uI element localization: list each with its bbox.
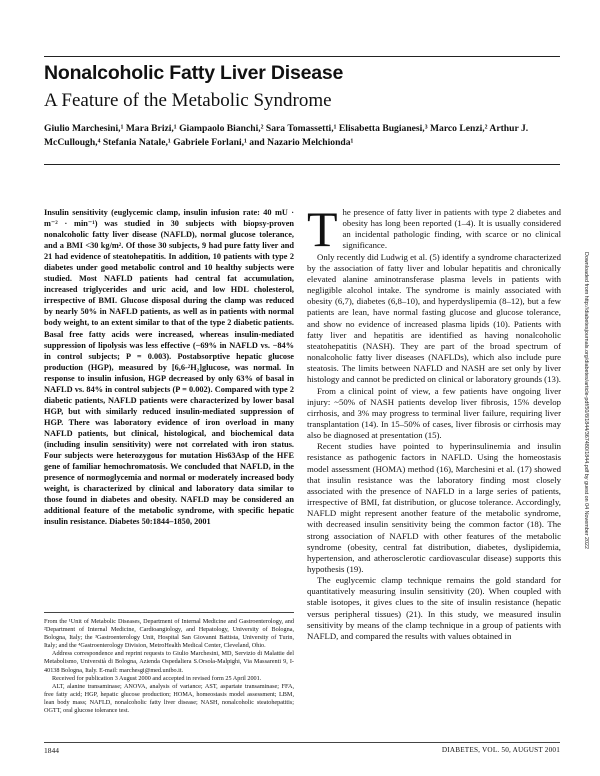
affiliation-text: From the ¹Unit of Metabolic Diseases, Department of Internal Medicine and Gastroenterology, and ²Department of Internal Medicine, Cardioangiology, and Hepatology, University of Bologna, Bologna, Italy; the ³Gastroenterology Unit, Hospital San Giovanni Battista, University of Turin, Italy; and the ⁴Gastroenterology Division, MetroHealth Medical Center, Cleveland, Ohio. bbox=[44, 618, 294, 650]
body-paragraph: Recent studies have pointed to hyperinsulinemia and insulin resistance as pathogenic factors in NAFLD. Using the homeostasis model assessment (HOMA) method (16), Marchesini et al. (17) showed that insulin resistance was the laboratory finding most closely associated with the presence of NAFLD in a large series of patients, irrespective of BMI, fat distribution, or glucose tolerance. Accordingly, NAFLD might represent another feature of the metabolic syndrome, with decreased insulin sensitivity being the common factor (18). The strong association of NAFLD with other features of the metabolic syndrome (obesity, central fat distribution, diabetes, dyslipidemia, hypertension, and atherosclerotic cardiovascular disease) supports this hypothesis (19). bbox=[307, 441, 561, 574]
correspondence-text: Address correspondence and reprint requests to Giulio Marchesini, MD, Servizio di Malattie del Metabolismo, Università di Bologna, Azienda Ospedaliera S.Orsola-Malpighi, Via Massarenti 9, I-40138 Bologna, Italy. E-mail: marchesgi@med.unibo.it. bbox=[44, 650, 294, 674]
top-rule bbox=[44, 56, 560, 57]
body-paragraph: The euglycemic clamp technique remains the gold standard for quantitatively measuring insulin sensitivity (20). When coupled with stable isotopes, it gives clues to the site of insulin resistance (hepatic versus peripheral tissues) (21). In this study, we measured insulin sensitivity by means of the clamp technique in a group of patients with NAFLD, and compared the results with values obtained in bbox=[307, 575, 561, 641]
author-list: Giulio Marchesini,¹ Mara Brizi,¹ Giampaolo Bianchi,² Sara Tomassetti,¹ Elisabetta Bugianesi,³ Marco Lenzi,² Arthur J. McCullough,⁴ Stefania Natale,¹ Gabriele Forlani,¹ and Nazario Melchionda¹ bbox=[44, 123, 529, 148]
drop-cap: T bbox=[307, 201, 338, 257]
body-text-column bbox=[307, 201, 561, 642]
article-title: Nonalcoholic Fatty Liver Disease bbox=[44, 62, 344, 84]
affiliations-footnote bbox=[44, 618, 294, 715]
header-rule bbox=[44, 164, 560, 165]
abstract: Insulin sensitivity (euglycemic clamp, insulin infusion rate: 40 mU · m⁻² · min⁻¹) was studied in 30 subjects with biopsy-proven nonalcoholic fatty liver disease (NAFLD), normal glucose tolerance, and a BMI <30 kg/m². Of those 30 subjects, 9 had pure fatty liver and 21 had evidence of steatohepatitis. In addition, 10 patients with type 2 diabetes under good metabolic control and 10 healthy subjects were studied. Most NAFLD patients had central fat accumulation, increased triglycerides and uric acid, and low HDL cholesterol, irrespective of BMI. Glucose disposal during the clamp was reduced by nearly 50% in NAFLD patients, as well as in patients with normal body weight, to an extent similar to that of the type 2 diabetic patients. Basal free fatty acids were increased, whereas insulin-mediated suppression of lipolysis was less effective (−69% in NAFLD vs. −84% in control subjects; P = 0.003). Postabsorptive hepatic glucose production (HGP), measured by [6,6-²H₂]glucose, was normal. In response to insulin infusion, HGP decreased by only 63% of basal in NAFLD vs. 84% in control subjects (P = 0.002). Compared with type 2 diabetic patients, NAFLD patients were characterized by lower basal HGP, but with similarly reduced insulin-mediated suppression of HGP. There was laboratory evidence of iron overload in many NAFLD patients, but clinical, histological, and biochemical data (including insulin sensitivity) were not correlated with iron status. Four subjects were heterozygous for mutation His63Asp of the HFE gene of familiar hemochromatosis. We concluded that NAFLD, in the presence of normoglycemia and normal or moderately increased body weight, is characterized by clinical and laboratory data similar to those found in diabetes and obesity. NAFLD may be considered an additional feature of the metabolic syndrome, with specific hepatic insulin resistance. Diabetes 50:1844–1850, 2001 bbox=[44, 208, 294, 527]
footer-rule bbox=[44, 742, 560, 743]
page-number: 1844 bbox=[44, 746, 59, 755]
body-paragraph: Only recently did Ludwig et al. (5) identify a syndrome characterized by the association of fatty liver and lobular hepatitis and chronically elevated alanine aminotransferase plasma levels in patients with negligible alcohol intake. The syndrome is mainly associated with obesity (6,7), diabetes (6,8–10), and hyperdyslipemia (8–12), but a few patients are lean, have normal fasting glucose and glucose tolerance, and show no evidence of increased plasma lipids (10). Patients with fatty liver and hepatitis are identified as having nonalcoholic steatohepatitis (NASH). They are part of the broad spectrum of nonalcoholic fatty liver diseases (NAFLDs), which also include pure steatosis. The limits between NAFLD and NASH are set only by liver histology and cannot be predicted on clinical or laboratory grounds (13). bbox=[307, 251, 561, 385]
article-subtitle: A Feature of the Metabolic Syndrome bbox=[44, 90, 332, 111]
affiliation-rule bbox=[44, 612, 294, 613]
journal-citation: DIABETES, VOL. 50, AUGUST 2001 bbox=[441, 746, 560, 754]
intro-text: he presence of fatty liver in patients with type 2 diabetes and obesity has long been reported (1–4). It is usually considered an incidental pathologic finding, with scarce or no clinical significance. bbox=[342, 207, 561, 251]
received-text: Received for publication 3 August 2000 and accepted in revised form 25 April 2001. bbox=[52, 674, 262, 682]
intro-paragraph bbox=[307, 201, 561, 257]
abbreviations-text: ALT, alanine transaminase; ANOVA, analysis of variance; AST, aspartate transaminase; FFA, free fatty acid; HGP, hepatic glucose production; HOMA, homeostasis model assessment; LBM, lean body mass; NAFLD, nonalcoholic fatty liver disease; NASH, nonalcoholic steatohepatitis; OGTT, oral glucose tolerance test. bbox=[44, 682, 294, 715]
download-watermark: Downloaded from http://diabetesjournals.org/diabetes/article-pdf/50/8/1844/367480/1844.pdf by guest on 04 November 2022 bbox=[583, 252, 589, 549]
body-paragraph: From a clinical point of view, a few patients have ongoing liver injury: ~50% of NASH patients develop liver fibrosis, 15% develop cirrhosis, and 3% may progress to terminal liver failure, requiring liver transplantation (14). In 15–50% of cases, liver fibrosis or cirrhosis may also be diagnosed at presentation (15). bbox=[307, 385, 561, 441]
